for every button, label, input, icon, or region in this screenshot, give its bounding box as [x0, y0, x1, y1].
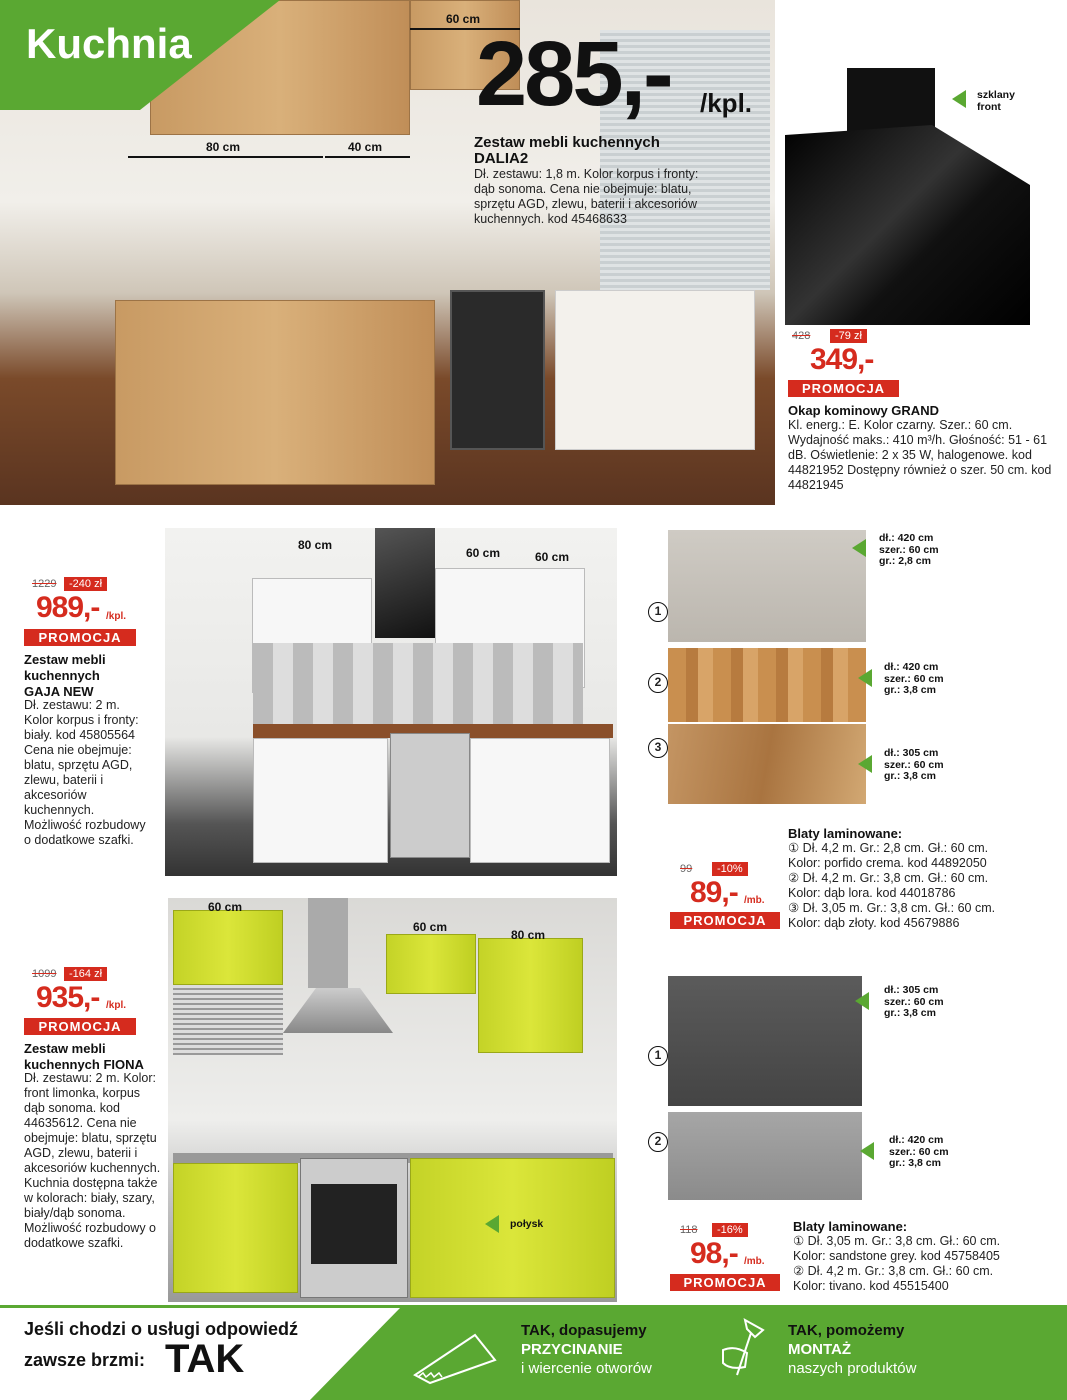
dimension-label: 80 cm: [298, 538, 333, 552]
price-unit: /kpl.: [106, 611, 127, 622]
fiona-callout: połysk: [510, 1218, 544, 1230]
dimension-label: 40 cm: [348, 140, 383, 154]
dalia-description: Dł. zestawu: 1,8 m. Kolor korpus i fronty: dąb sonoma. Cena nie obejmuje: blatu, sprzętu AGD, zlewu, baterii i akcesoriów kuchennych. kod 45468633: [474, 167, 699, 226]
promo-badge: PROMOCJA: [788, 380, 899, 397]
worktop-dimensions: dł.: 305 cm szer.: 60 cm gr.: 3,8 cm: [884, 984, 944, 1019]
gaja-price: 989,-: [36, 591, 100, 624]
dimension-arrow: [325, 156, 410, 158]
promo-badge: PROMOCJA: [670, 912, 780, 929]
dalia-title: Zestaw mebli kuchennych DALIA2: [474, 134, 660, 167]
footer-tak: TAK: [165, 1337, 245, 1381]
footer-line1: Jeśli chodzi o usługi odpowiedź: [24, 1319, 299, 1339]
worktop-dimensions: dł.: 305 cm szer.: 60 cm gr.: 3,8 cm: [884, 747, 944, 782]
callout-arrow-icon: [860, 1142, 874, 1160]
worktop-dab-zloty: [668, 724, 866, 804]
callout-arrow-icon: [858, 669, 872, 687]
hood-title: Okap kominowy GRAND: [788, 403, 939, 418]
fiona-description: Dł. zestawu: 2 m. Kolor: front limonka, korpus dąb sonoma. kod 44635612. Cena nie obejmuje: blatu, sprzętu AGD, zlewu, baterii i akcesoriów kuchennych. Kuchnia dostępna także w kolorach: biały, szary, biały/dąb sonoma. Możliwość rozbudowy o dodatkowe szafki.: [24, 1071, 161, 1250]
worktop-dimensions: dł.: 420 cm szer.: 60 cm gr.: 2,8 cm: [879, 532, 939, 567]
dimension-arrow: [128, 156, 323, 158]
old-price: 1229: [32, 578, 57, 590]
callout-arrow-icon: [858, 755, 872, 773]
dimension-label: 80 cm: [511, 928, 546, 942]
fiona-title: Zestaw mebli kuchennych FIONA: [24, 1041, 144, 1072]
gaja-description: Dł. zestawu: 2 m. Kolor korpus i fronty: biały. kod 45805564 Cena nie obejmuje: blatu, sprzętu AGD, zlewu, baterii i akcesoriów kuchennych. Możliwość rozbudowy o dodatkowe szafki.: [24, 698, 146, 847]
hood-callout: szklany front: [977, 89, 1015, 113]
dimension-label: 80 cm: [206, 140, 241, 154]
number-badge: 2: [648, 1132, 668, 1152]
dimension-label: 60 cm: [208, 900, 243, 914]
worktop-dimensions: dł.: 420 cm szer.: 60 cm gr.: 3,8 cm: [889, 1134, 949, 1169]
gaja-title: Zestaw mebli kuchennych GAJA NEW: [24, 652, 106, 699]
discount-badge: -164 zł: [64, 967, 107, 981]
discount-badge: -240 zł: [64, 577, 107, 591]
gaja-kitchen-photo: [165, 528, 617, 876]
service-assembly: TAK, pomożemy MONTAŻ naszych produktów: [788, 1322, 917, 1377]
dimension-label: 60 cm: [535, 550, 570, 564]
old-price: 1099: [32, 968, 57, 980]
worktop-title: Blaty laminowane:: [788, 826, 903, 841]
worktop-title: Blaty laminowane:: [793, 1219, 908, 1234]
hammer-hand-icon: [715, 1315, 775, 1385]
callout-arrow-icon: [485, 1215, 499, 1233]
worktop-description: ① Dł. 4,2 m. Gr.: 2,8 cm. Gł.: 60 cm. Kolor: porfido crema. kod 44892050 ② Dł. 4,2 m. Gr.: 3,8 cm. Gł.: 60 cm. Kolor: dąb lora. kod 44018786 ③ Dł. 3,05 m. Gr.: 3,8 cm. Gł.: 60 cm. Kolor: dąb złoty. kod 45679886: [788, 841, 996, 930]
dalia-price-unit: /kpl.: [700, 88, 753, 118]
number-badge: 2: [648, 673, 668, 693]
worktop-description: ① Dł. 3,05 m. Gr.: 3,8 cm. Gł.: 60 cm. Kolor: sandstone grey. kod 45758405 ② Dł. 4,2 m. Gr.: 3,8 cm. Gł.: 60 cm. Kolor: tivano. kod 45515400: [793, 1234, 1001, 1293]
dimension-label: 60 cm: [466, 546, 501, 560]
footer-line2: zawsze brzmi:: [24, 1350, 146, 1370]
callout-arrow-icon: [852, 539, 866, 557]
discount-badge: -16%: [712, 1223, 748, 1237]
worktop-dimensions: dł.: 420 cm szer.: 60 cm gr.: 3,8 cm: [884, 661, 944, 696]
dimension-label: 60 cm: [446, 12, 481, 26]
fiona-kitchen-photo: [168, 898, 617, 1302]
promo-badge: PROMOCJA: [670, 1274, 780, 1291]
worktop-sandstone-grey: [668, 976, 862, 1106]
discount-badge: -79 zł: [830, 329, 867, 343]
service-cutting: TAK, dopasujemy PRZYCINANIE i wiercenie otworów: [521, 1322, 652, 1377]
promo-badge: PROMOCJA: [24, 1018, 136, 1035]
hood-price: 349,-: [810, 343, 874, 376]
number-badge: 1: [648, 602, 668, 622]
dalia-price: 285,-: [476, 23, 671, 125]
worktop-tivano: [668, 1112, 862, 1200]
promo-badge: PROMOCJA: [24, 629, 136, 646]
price-unit: /mb.: [744, 895, 765, 906]
callout-arrow-icon: [952, 90, 966, 108]
worktop-porfido-crema: [668, 530, 866, 642]
hood-description: Kl. energ.: E. Kolor czarny. Szer.: 60 cm. Wydajność maks.: 410 m³/h. Głośność: 51 - 61 dB. Oświetlenie: 2 x 35 W, halogenowe. kod 44821952 Dostępny również o szer. 50 cm. kod 44821945: [788, 418, 1052, 492]
page-title: Kuchnia: [26, 20, 192, 67]
dimension-label: 60 cm: [413, 920, 448, 934]
saw-icon: [410, 1325, 500, 1385]
number-badge: 1: [648, 1046, 668, 1066]
old-price: 99: [680, 863, 693, 875]
price-unit: /kpl.: [106, 1000, 127, 1011]
worktop-dab-lora: [668, 648, 866, 722]
old-price: 428: [792, 330, 811, 342]
worktop-price: 98,-: [690, 1237, 738, 1270]
number-badge: 3: [648, 738, 668, 758]
price-unit: /mb.: [744, 1256, 765, 1267]
discount-badge: -10%: [712, 862, 748, 876]
fiona-price: 935,-: [36, 981, 100, 1014]
worktop-price: 89,-: [690, 876, 738, 909]
callout-arrow-icon: [855, 992, 869, 1010]
old-price: 118: [680, 1224, 698, 1236]
